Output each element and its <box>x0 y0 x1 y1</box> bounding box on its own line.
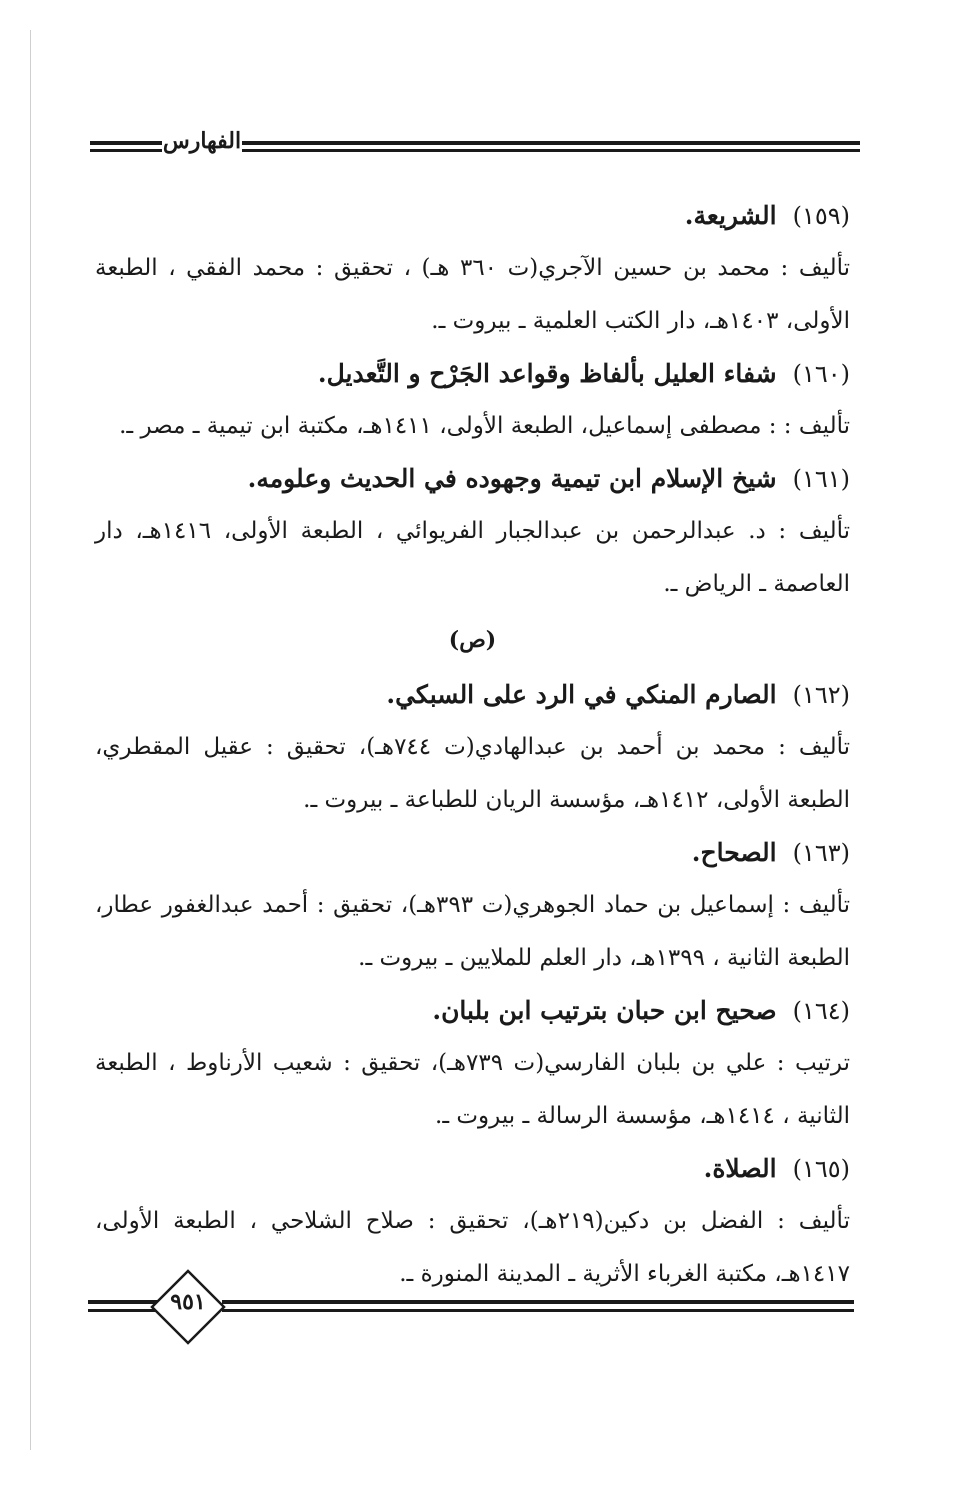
index-content <box>95 190 850 1301</box>
entry-number: (١٦١) <box>792 465 850 493</box>
bibliography-entry <box>95 827 850 985</box>
entry-number: (١٥٩) <box>792 202 850 230</box>
entry-details: تأليف : إسماعيل بن حماد الجوهري(ت ٣٩٣هـ)، تحقيق : أحمد عبدالغفور عطار، الطبعة الثانية ، ١٣٩٩هـ، دار العلم للملايين ـ بيروت ـ. <box>95 892 850 971</box>
entry-title: الشريعة. <box>684 201 777 230</box>
bibliography-entry <box>95 985 850 1143</box>
entry-title: الصلاة. <box>703 1154 777 1183</box>
entry-heading <box>95 453 850 505</box>
header-rule-left <box>90 141 162 152</box>
entry-heading <box>95 827 850 879</box>
entry-title: الصحاح. <box>691 838 777 867</box>
bibliography-entry <box>95 669 850 827</box>
entry-heading <box>95 985 850 1037</box>
page-number: ٩٥١ <box>170 1289 206 1315</box>
entry-number: (١٦٢) <box>792 681 850 709</box>
entry-heading <box>95 348 850 400</box>
bibliography-entry <box>95 190 850 348</box>
entry-number: (١٦٤) <box>792 997 850 1025</box>
running-header-title: الفهارس <box>162 128 242 154</box>
footer-rule-right <box>222 1300 854 1312</box>
entry-number: (١٦٥) <box>792 1155 850 1183</box>
page-margin-line <box>30 30 31 1450</box>
entry-details: تأليف : د. عبدالرحمن بن عبدالجبار الفريوائي ، الطبعة الأولى، ١٤١٦هـ، دار العاصمة ـ الرياض ـ. <box>95 518 850 597</box>
entry-details: تأليف : محمد بن حسين الآجري(ت ٣٦٠ هـ) ، تحقيق : محمد الفقي ، الطبعة الأولى، ١٤٠٣هـ، دار الكتب العلمية ـ بيروت ـ. <box>95 255 850 334</box>
section-letter-heading: (ص) <box>448 627 497 653</box>
entry-details: تأليف : الفضل بن دكين(٢١٩هـ)، تحقيق : صلاح الشلاحي ، الطبعة الأولى، ١٤١٧هـ، مكتبة الغرباء الأثرية ـ المدينة المنورة ـ. <box>95 1208 850 1287</box>
entries-group-before-section <box>95 190 850 611</box>
entry-number: (١٦٣) <box>792 839 850 867</box>
entry-heading <box>95 190 850 242</box>
entry-title: الصارم المنكي في الرد على السبكي. <box>386 680 777 709</box>
entry-title: صحيح ابن حبان بترتيب ابن بلبان. <box>432 996 777 1025</box>
entry-details: ترتيب : علي بن بلبان الفارسي(ت ٧٣٩هـ)، تحقيق : شعيب الأرناوط ، الطبعة الثانية ، ١٤١٤هـ، مؤسسة الرسالة ـ بيروت ـ. <box>95 1050 851 1129</box>
entry-details: تأليف : محمد بن أحمد بن عبدالهادي(ت ٧٤٤هـ)، تحقيق : عقيل المقطري، الطبعة الأولى، ١٤١٢هـ، مؤسسة الريان للطباعة ـ بيروت ـ. <box>95 734 850 813</box>
header-rule-right <box>242 141 860 152</box>
entries-group-after-section <box>95 669 850 1301</box>
bibliography-entry <box>95 348 850 453</box>
entry-heading <box>95 1143 850 1195</box>
entry-title: شفاء العليل بألفاظ وقواعد الجَرْح و التَّعديل. <box>317 359 777 388</box>
entry-number: (١٦٠) <box>792 360 850 388</box>
entry-details: تأليف : : مصطفى إسماعيل، الطبعة الأولى، ١٤١١هـ، مكتبة ابن تيمية ـ مصر ـ. <box>119 413 850 439</box>
bibliography-entry <box>95 453 850 611</box>
entry-heading <box>95 669 850 721</box>
entry-title: شيخ الإسلام ابن تيمية وجهوده في الحديث وعلومه. <box>247 464 777 493</box>
